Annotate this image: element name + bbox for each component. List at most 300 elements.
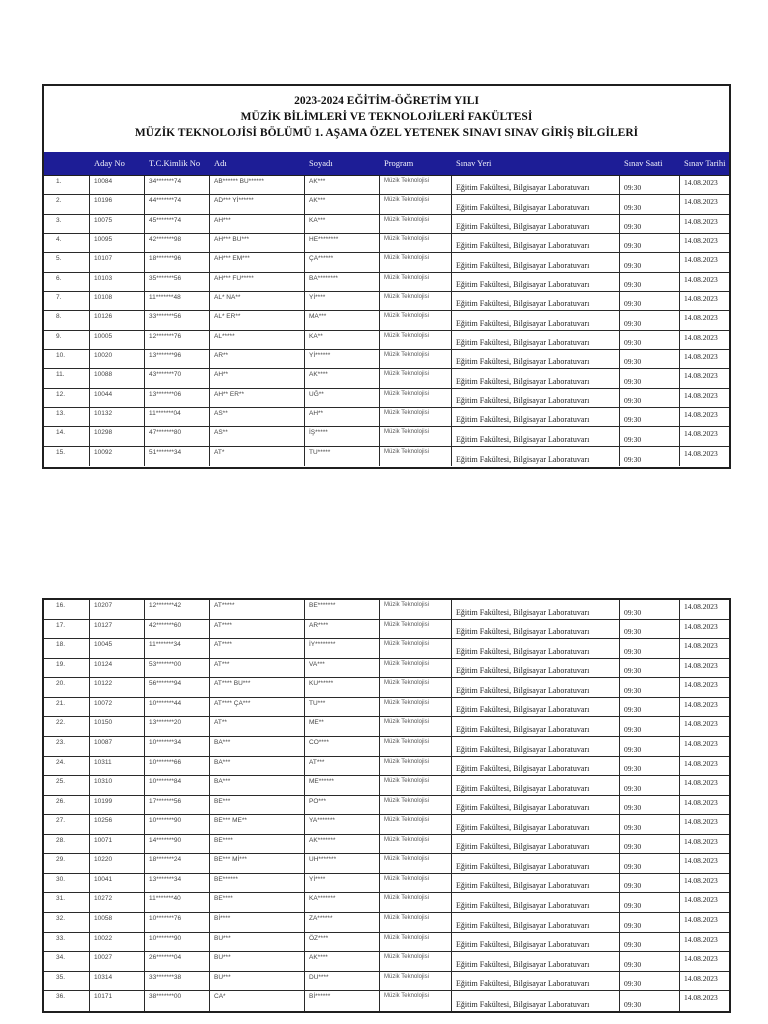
cell-sinav-yeri: Eğitim Fakültesi, Bilgisayar Laboratuvarı (452, 737, 620, 756)
cell-sinav-tarihi: 14.08.2023 (684, 390, 718, 400)
cell-program: Müzik Teknolojisi (380, 757, 452, 776)
table-row (44, 234, 729, 253)
cell-tc-kimlik-no: 10*******34 (145, 737, 210, 756)
cell-aday-no: 10027 (90, 952, 145, 971)
cell-adi: AL* ER** (210, 311, 305, 329)
table-row (44, 893, 729, 913)
cell-sinav-tarihi: 14.08.2023 (684, 699, 718, 709)
cell-adi: AB****** BU****** (210, 176, 305, 194)
cell-program: Müzik Teknolojisi (380, 776, 452, 795)
cell-aday-no: 10132 (90, 408, 145, 426)
table-row (44, 717, 729, 737)
cell-soyadi: Bİ****** (305, 991, 380, 1011)
cell-sinav-saati: 09:30 (620, 659, 680, 678)
cell-tc-kimlik-no: 13*******96 (145, 350, 210, 368)
cell-program: Müzik Teknolojisi (380, 311, 452, 329)
cell-soyadi: ÖZ**** (305, 933, 380, 952)
table-row (44, 835, 729, 855)
cell-tc-kimlik-no: 43*******70 (145, 369, 210, 387)
cell-row-number: 3. (44, 215, 90, 233)
cell-sinav-saati: 09:30 (620, 620, 680, 639)
cell-soyadi: ÇA****** (305, 253, 380, 271)
cell-aday-no: 10072 (90, 698, 145, 717)
cell-row-number: 11. (44, 369, 90, 387)
cell-soyadi: YA******* (305, 815, 380, 834)
cell-adi: AT**** BU*** (210, 678, 305, 697)
cell-adi: BE*** Mİ*** (210, 854, 305, 873)
table-row (44, 737, 729, 757)
cell-sinav-yeri: Eğitim Fakültesi, Bilgisayar Laboratuvarı (452, 447, 620, 466)
cell-row-number: 19. (44, 659, 90, 678)
cell-aday-no: 10310 (90, 776, 145, 795)
cell-tc-kimlik-no: 10*******90 (145, 815, 210, 834)
cell-tc-kimlik-no: 47*******80 (145, 427, 210, 445)
cell-sinav-saati: 09:30 (620, 447, 680, 466)
cell-adi: AT**** ÇA*** (210, 698, 305, 717)
cell-aday-no: 10199 (90, 796, 145, 815)
cell-adi: CA* (210, 991, 305, 1011)
cell-tc-kimlik-no: 13*******20 (145, 717, 210, 736)
cell-aday-no: 10087 (90, 737, 145, 756)
cell-row-number: 7. (44, 292, 90, 310)
cell-sinav-saati: 09:30 (620, 427, 680, 445)
header-cell-sinav-yeri: Sınav Yeri (456, 157, 492, 168)
cell-sinav-yeri: Eğitim Fakültesi, Bilgisayar Laboratuvarı (452, 350, 620, 368)
cell-program: Müzik Teknolojisi (380, 659, 452, 678)
cell-row-number: 8. (44, 311, 90, 329)
cell-aday-no: 10126 (90, 311, 145, 329)
document-page-1 (42, 84, 731, 469)
table-body-page-2 (44, 600, 729, 1011)
cell-sinav-yeri: Eğitim Fakültesi, Bilgisayar Laboratuvarı (452, 952, 620, 971)
cell-sinav-tarihi: 14.08.2023 (684, 778, 718, 788)
cell-adi: AT**** (210, 639, 305, 658)
cell-sinav-yeri: Eğitim Fakültesi, Bilgisayar Laboratuvarı (452, 389, 620, 407)
cell-sinav-yeri: Eğitim Fakültesi, Bilgisayar Laboratuvarı (452, 678, 620, 697)
cell-adi: BU*** (210, 972, 305, 991)
cell-sinav-saati: 09:30 (620, 678, 680, 697)
cell-adi: AD*** Yİ****** (210, 195, 305, 213)
cell-row-number: 24. (44, 757, 90, 776)
cell-sinav-saati: 09:30 (620, 952, 680, 971)
table-row (44, 854, 729, 874)
cell-tc-kimlik-no: 18*******24 (145, 854, 210, 873)
table-row (44, 913, 729, 933)
table-row (44, 698, 729, 718)
cell-sinav-yeri: Eğitim Fakültesi, Bilgisayar Laboratuvarı (452, 273, 620, 291)
cell-sinav-tarihi: 14.08.2023 (684, 719, 718, 729)
cell-soyadi: AK*** (305, 195, 380, 213)
cell-sinav-tarihi: 14.08.2023 (684, 293, 718, 303)
cell-row-number: 12. (44, 389, 90, 407)
cell-sinav-tarihi: 14.08.2023 (684, 973, 718, 983)
cell-sinav-yeri: Eğitim Fakültesi, Bilgisayar Laboratuvarı (452, 639, 620, 658)
cell-program: Müzik Teknolojisi (380, 796, 452, 815)
cell-program: Müzik Teknolojisi (380, 215, 452, 233)
cell-sinav-saati: 09:30 (620, 913, 680, 932)
cell-adi: AS** (210, 427, 305, 445)
cell-row-number: 17. (44, 620, 90, 639)
cell-sinav-tarihi: 14.08.2023 (684, 797, 718, 807)
cell-sinav-tarihi: 14.08.2023 (684, 197, 718, 207)
cell-program: Müzik Teknolojisi (380, 273, 452, 291)
cell-soyadi: AH** (305, 408, 380, 426)
table-row (44, 195, 729, 214)
cell-tc-kimlik-no: 53*******00 (145, 659, 210, 678)
cell-sinav-tarihi: 14.08.2023 (684, 332, 718, 342)
cell-adi: BA*** (210, 776, 305, 795)
cell-sinav-tarihi: 14.08.2023 (684, 371, 718, 381)
cell-adi: AH** (210, 369, 305, 387)
cell-aday-no: 10314 (90, 972, 145, 991)
cell-soyadi: UH******* (305, 854, 380, 873)
cell-sinav-saati: 09:30 (620, 234, 680, 252)
cell-sinav-saati: 09:30 (620, 776, 680, 795)
cell-sinav-saati: 09:30 (620, 737, 680, 756)
table-row (44, 659, 729, 679)
cell-sinav-saati: 09:30 (620, 408, 680, 426)
cell-sinav-yeri: Eğitim Fakültesi, Bilgisayar Laboratuvarı (452, 659, 620, 678)
cell-sinav-tarihi: 14.08.2023 (684, 915, 718, 924)
cell-adi: AT*** (210, 659, 305, 678)
table-row (44, 427, 729, 446)
cell-adi: BE**** (210, 893, 305, 912)
document-title (44, 86, 729, 152)
cell-aday-no: 10058 (90, 913, 145, 932)
cell-tc-kimlik-no: 14*******90 (145, 835, 210, 854)
table-row (44, 874, 729, 894)
cell-program: Müzik Teknolojisi (380, 389, 452, 407)
cell-sinav-saati: 09:30 (620, 195, 680, 213)
cell-program: Müzik Teknolojisi (380, 874, 452, 893)
cell-row-number: 30. (44, 874, 90, 893)
cell-row-number: 31. (44, 893, 90, 912)
cell-sinav-yeri: Eğitim Fakültesi, Bilgisayar Laboratuvarı (452, 176, 620, 194)
cell-tc-kimlik-no: 26*******04 (145, 952, 210, 971)
cell-aday-no: 10220 (90, 854, 145, 873)
cell-sinav-tarihi: 14.08.2023 (684, 351, 718, 361)
cell-adi: BE*** (210, 796, 305, 815)
cell-sinav-saati: 09:30 (620, 717, 680, 736)
table-row (44, 215, 729, 234)
cell-sinav-tarihi: 14.08.2023 (684, 641, 718, 651)
cell-aday-no: 10005 (90, 331, 145, 349)
cell-sinav-tarihi: 14.08.2023 (684, 954, 718, 964)
cell-program: Müzik Teknolojisi (380, 854, 452, 873)
header-cell-sinav-saati: Sınav Saati (624, 157, 663, 168)
cell-tc-kimlik-no: 33*******38 (145, 972, 210, 991)
header-cell-program: Program (384, 157, 414, 168)
cell-adi: AR** (210, 350, 305, 368)
cell-sinav-yeri: Eğitim Fakültesi, Bilgisayar Laboratuvarı (452, 854, 620, 873)
table-row (44, 972, 729, 992)
cell-soyadi: MA*** (305, 311, 380, 329)
title-line-year: 2023-2024 EĞİTİM-ÖĞRETİM YILI (294, 95, 479, 107)
cell-program: Müzik Teknolojisi (380, 737, 452, 756)
cell-tc-kimlik-no: 33*******56 (145, 311, 210, 329)
cell-soyadi: VA*** (305, 659, 380, 678)
cell-tc-kimlik-no: 12*******76 (145, 331, 210, 349)
cell-soyadi: ZA****** (305, 913, 380, 932)
cell-sinav-tarihi: 14.08.2023 (684, 738, 718, 748)
cell-program: Müzik Teknolojisi (380, 698, 452, 717)
cell-sinav-tarihi: 14.08.2023 (684, 235, 718, 245)
cell-sinav-tarihi: 14.08.2023 (684, 836, 718, 846)
table-row (44, 776, 729, 796)
cell-sinav-saati: 09:30 (620, 273, 680, 291)
cell-adi: AT* (210, 447, 305, 466)
cell-sinav-yeri: Eğitim Fakültesi, Bilgisayar Laboratuvarı (452, 717, 620, 736)
cell-aday-no: 10020 (90, 350, 145, 368)
cell-aday-no: 10088 (90, 369, 145, 387)
cell-sinav-saati: 09:30 (620, 815, 680, 834)
cell-sinav-saati: 09:30 (620, 698, 680, 717)
cell-sinav-tarihi: 14.08.2023 (684, 895, 718, 905)
cell-tc-kimlik-no: 45*******74 (145, 215, 210, 233)
cell-tc-kimlik-no: 42*******98 (145, 234, 210, 252)
cell-sinav-saati: 09:30 (620, 933, 680, 952)
cell-soyadi: Yİ**** (305, 874, 380, 893)
cell-sinav-tarihi: 14.08.2023 (684, 993, 718, 1003)
cell-aday-no: 10124 (90, 659, 145, 678)
cell-soyadi: UĞ** (305, 389, 380, 407)
table-row (44, 933, 729, 953)
cell-row-number: 13. (44, 408, 90, 426)
cell-row-number: 2. (44, 195, 90, 213)
table-body-page-1 (44, 176, 729, 466)
cell-soyadi: AK******* (305, 835, 380, 854)
cell-sinav-saati: 09:30 (620, 389, 680, 407)
header-cell-aday-no: Aday No (94, 157, 125, 168)
cell-aday-no: 10103 (90, 273, 145, 291)
cell-sinav-tarihi: 14.08.2023 (684, 602, 718, 611)
cell-soyadi: İY******** (305, 639, 380, 658)
cell-adi: AT** (210, 717, 305, 736)
cell-aday-no: 10122 (90, 678, 145, 697)
cell-sinav-tarihi: 14.08.2023 (684, 255, 718, 265)
cell-sinav-yeri: Eğitim Fakültesi, Bilgisayar Laboratuvarı (452, 215, 620, 233)
cell-sinav-tarihi: 14.08.2023 (684, 875, 718, 885)
cell-program: Müzik Teknolojisi (380, 815, 452, 834)
cell-adi: AL***** (210, 331, 305, 349)
cell-tc-kimlik-no: 18*******96 (145, 253, 210, 271)
cell-row-number: 18. (44, 639, 90, 658)
cell-aday-no: 10150 (90, 717, 145, 736)
cell-tc-kimlik-no: 10*******76 (145, 913, 210, 932)
cell-sinav-yeri: Eğitim Fakültesi, Bilgisayar Laboratuvarı (452, 913, 620, 932)
cell-sinav-saati: 09:30 (620, 874, 680, 893)
cell-program: Müzik Teknolojisi (380, 913, 452, 932)
cell-sinav-yeri: Eğitim Fakültesi, Bilgisayar Laboratuvarı (452, 991, 620, 1011)
cell-adi: BE****** (210, 874, 305, 893)
cell-row-number: 1. (44, 176, 90, 194)
cell-program: Müzik Teknolojisi (380, 972, 452, 991)
cell-soyadi: CO**** (305, 737, 380, 756)
cell-sinav-tarihi: 14.08.2023 (684, 680, 718, 690)
table-row (44, 311, 729, 330)
cell-aday-no: 10095 (90, 234, 145, 252)
cell-program: Müzik Teknolojisi (380, 369, 452, 387)
cell-row-number: 15. (44, 447, 90, 466)
cell-sinav-yeri: Eğitim Fakültesi, Bilgisayar Laboratuvarı (452, 757, 620, 776)
cell-row-number: 10. (44, 350, 90, 368)
cell-tc-kimlik-no: 44*******74 (145, 195, 210, 213)
cell-adi: AH*** (210, 215, 305, 233)
cell-soyadi: DU**** (305, 972, 380, 991)
cell-sinav-tarihi: 14.08.2023 (684, 817, 718, 827)
cell-program: Müzik Teknolojisi (380, 176, 452, 194)
cell-sinav-saati: 09:30 (620, 835, 680, 854)
cell-sinav-saati: 09:30 (620, 757, 680, 776)
cell-sinav-yeri: Eğitim Fakültesi, Bilgisayar Laboratuvarı (452, 195, 620, 213)
cell-program: Müzik Teknolojisi (380, 717, 452, 736)
cell-tc-kimlik-no: 38*******00 (145, 991, 210, 1011)
cell-row-number: 25. (44, 776, 90, 795)
cell-sinav-saati: 09:30 (620, 350, 680, 368)
cell-aday-no: 10108 (90, 292, 145, 310)
cell-sinav-yeri: Eğitim Fakültesi, Bilgisayar Laboratuvarı (452, 796, 620, 815)
cell-program: Müzik Teknolojisi (380, 408, 452, 426)
cell-row-number: 23. (44, 737, 90, 756)
cell-tc-kimlik-no: 11*******48 (145, 292, 210, 310)
cell-row-number: 4. (44, 234, 90, 252)
cell-tc-kimlik-no: 35*******56 (145, 273, 210, 291)
cell-tc-kimlik-no: 17*******56 (145, 796, 210, 815)
cell-adi: BU*** (210, 933, 305, 952)
cell-soyadi: BE******* (305, 600, 380, 619)
cell-aday-no: 10022 (90, 933, 145, 952)
cell-sinav-tarihi: 14.08.2023 (684, 621, 718, 631)
cell-soyadi: AT*** (305, 757, 380, 776)
cell-tc-kimlik-no: 10*******44 (145, 698, 210, 717)
cell-tc-kimlik-no: 11*******34 (145, 639, 210, 658)
cell-sinav-saati: 09:30 (620, 991, 680, 1011)
cell-aday-no: 10044 (90, 389, 145, 407)
cell-tc-kimlik-no: 11*******04 (145, 408, 210, 426)
cell-adi: BE**** (210, 835, 305, 854)
cell-aday-no: 10041 (90, 874, 145, 893)
table-row (44, 176, 729, 195)
cell-adi: AL* NA** (210, 292, 305, 310)
cell-row-number: 16. (44, 600, 90, 619)
cell-aday-no: 10196 (90, 195, 145, 213)
cell-program: Müzik Teknolojisi (380, 678, 452, 697)
cell-aday-no: 10207 (90, 600, 145, 619)
cell-sinav-tarihi: 14.08.2023 (684, 660, 718, 670)
cell-program: Müzik Teknolojisi (380, 893, 452, 912)
cell-aday-no: 10272 (90, 893, 145, 912)
cell-adi: BU*** (210, 952, 305, 971)
cell-adi: BA*** (210, 737, 305, 756)
cell-sinav-saati: 09:30 (620, 292, 680, 310)
cell-tc-kimlik-no: 10*******90 (145, 933, 210, 952)
cell-program: Müzik Teknolojisi (380, 620, 452, 639)
cell-row-number: 21. (44, 698, 90, 717)
cell-program: Müzik Teknolojisi (380, 331, 452, 349)
cell-sinav-yeri: Eğitim Fakültesi, Bilgisayar Laboratuvarı (452, 427, 620, 445)
cell-sinav-yeri: Eğitim Fakültesi, Bilgisayar Laboratuvarı (452, 600, 620, 619)
cell-sinav-saati: 09:30 (620, 639, 680, 658)
cell-sinav-yeri: Eğitim Fakültesi, Bilgisayar Laboratuvarı (452, 253, 620, 271)
cell-sinav-tarihi: 14.08.2023 (684, 274, 718, 284)
header-cell-tc-kimlik-no: T.C.Kimlik No (149, 157, 201, 168)
cell-sinav-saati: 09:30 (620, 972, 680, 991)
cell-aday-no: 10171 (90, 991, 145, 1011)
cell-sinav-tarihi: 14.08.2023 (684, 178, 718, 187)
table-row (44, 678, 729, 698)
cell-program: Müzik Teknolojisi (380, 991, 452, 1011)
cell-tc-kimlik-no: 10*******66 (145, 757, 210, 776)
cell-adi: AH*** EM*** (210, 253, 305, 271)
table-row (44, 796, 729, 816)
cell-soyadi: BA******** (305, 273, 380, 291)
cell-sinav-yeri: Eğitim Fakültesi, Bilgisayar Laboratuvarı (452, 292, 620, 310)
cell-tc-kimlik-no: 11*******40 (145, 893, 210, 912)
cell-tc-kimlik-no: 13*******06 (145, 389, 210, 407)
cell-program: Müzik Teknolojisi (380, 350, 452, 368)
cell-row-number: 27. (44, 815, 90, 834)
cell-program: Müzik Teknolojisi (380, 639, 452, 658)
table-row (44, 952, 729, 972)
table-row (44, 600, 729, 620)
cell-tc-kimlik-no: 34*******74 (145, 176, 210, 194)
table-row (44, 253, 729, 272)
cell-row-number: 32. (44, 913, 90, 932)
cell-aday-no: 10084 (90, 176, 145, 194)
cell-sinav-yeri: Eğitim Fakültesi, Bilgisayar Laboratuvarı (452, 369, 620, 387)
cell-sinav-saati: 09:30 (620, 796, 680, 815)
cell-soyadi: TU*** (305, 698, 380, 717)
header-cell-adi: Adı (214, 157, 227, 168)
table-row (44, 757, 729, 777)
cell-row-number: 28. (44, 835, 90, 854)
cell-soyadi: TU***** (305, 447, 380, 466)
cell-soyadi: PO*** (305, 796, 380, 815)
cell-soyadi: AR**** (305, 620, 380, 639)
cell-soyadi: AK*** (305, 176, 380, 194)
cell-soyadi: KA** (305, 331, 380, 349)
cell-row-number: 6. (44, 273, 90, 291)
cell-sinav-yeri: Eğitim Fakültesi, Bilgisayar Laboratuvarı (452, 311, 620, 329)
cell-sinav-saati: 09:30 (620, 176, 680, 194)
cell-sinav-saati: 09:30 (620, 854, 680, 873)
cell-row-number: 35. (44, 972, 90, 991)
cell-sinav-tarihi: 14.08.2023 (684, 856, 718, 866)
cell-row-number: 22. (44, 717, 90, 736)
cell-sinav-yeri: Eğitim Fakültesi, Bilgisayar Laboratuvarı (452, 815, 620, 834)
cell-sinav-saati: 09:30 (620, 369, 680, 387)
header-cell-sinav-tarihi: Sınav Tarihi (684, 157, 726, 168)
cell-row-number: 34. (44, 952, 90, 971)
cell-soyadi: KA*** (305, 215, 380, 233)
cell-soyadi: ME** (305, 717, 380, 736)
table-row (44, 408, 729, 427)
cell-adi: AH** ER** (210, 389, 305, 407)
table-header (44, 152, 729, 176)
cell-program: Müzik Teknolojisi (380, 835, 452, 854)
cell-soyadi: ME****** (305, 776, 380, 795)
cell-adi: Bİ**** (210, 913, 305, 932)
cell-sinav-saati: 09:30 (620, 893, 680, 912)
cell-program: Müzik Teknolojisi (380, 600, 452, 619)
cell-adi: AT***** (210, 600, 305, 619)
cell-sinav-tarihi: 14.08.2023 (684, 409, 718, 419)
cell-soyadi: Yİ****** (305, 350, 380, 368)
title-line-faculty: MÜZİK BİLİMLERİ VE TEKNOLOJİLERİ FAKÜLTESİ (240, 111, 533, 123)
table-row (44, 620, 729, 640)
cell-sinav-yeri: Eğitim Fakültesi, Bilgisayar Laboratuvarı (452, 972, 620, 991)
cell-tc-kimlik-no: 12*******42 (145, 600, 210, 619)
